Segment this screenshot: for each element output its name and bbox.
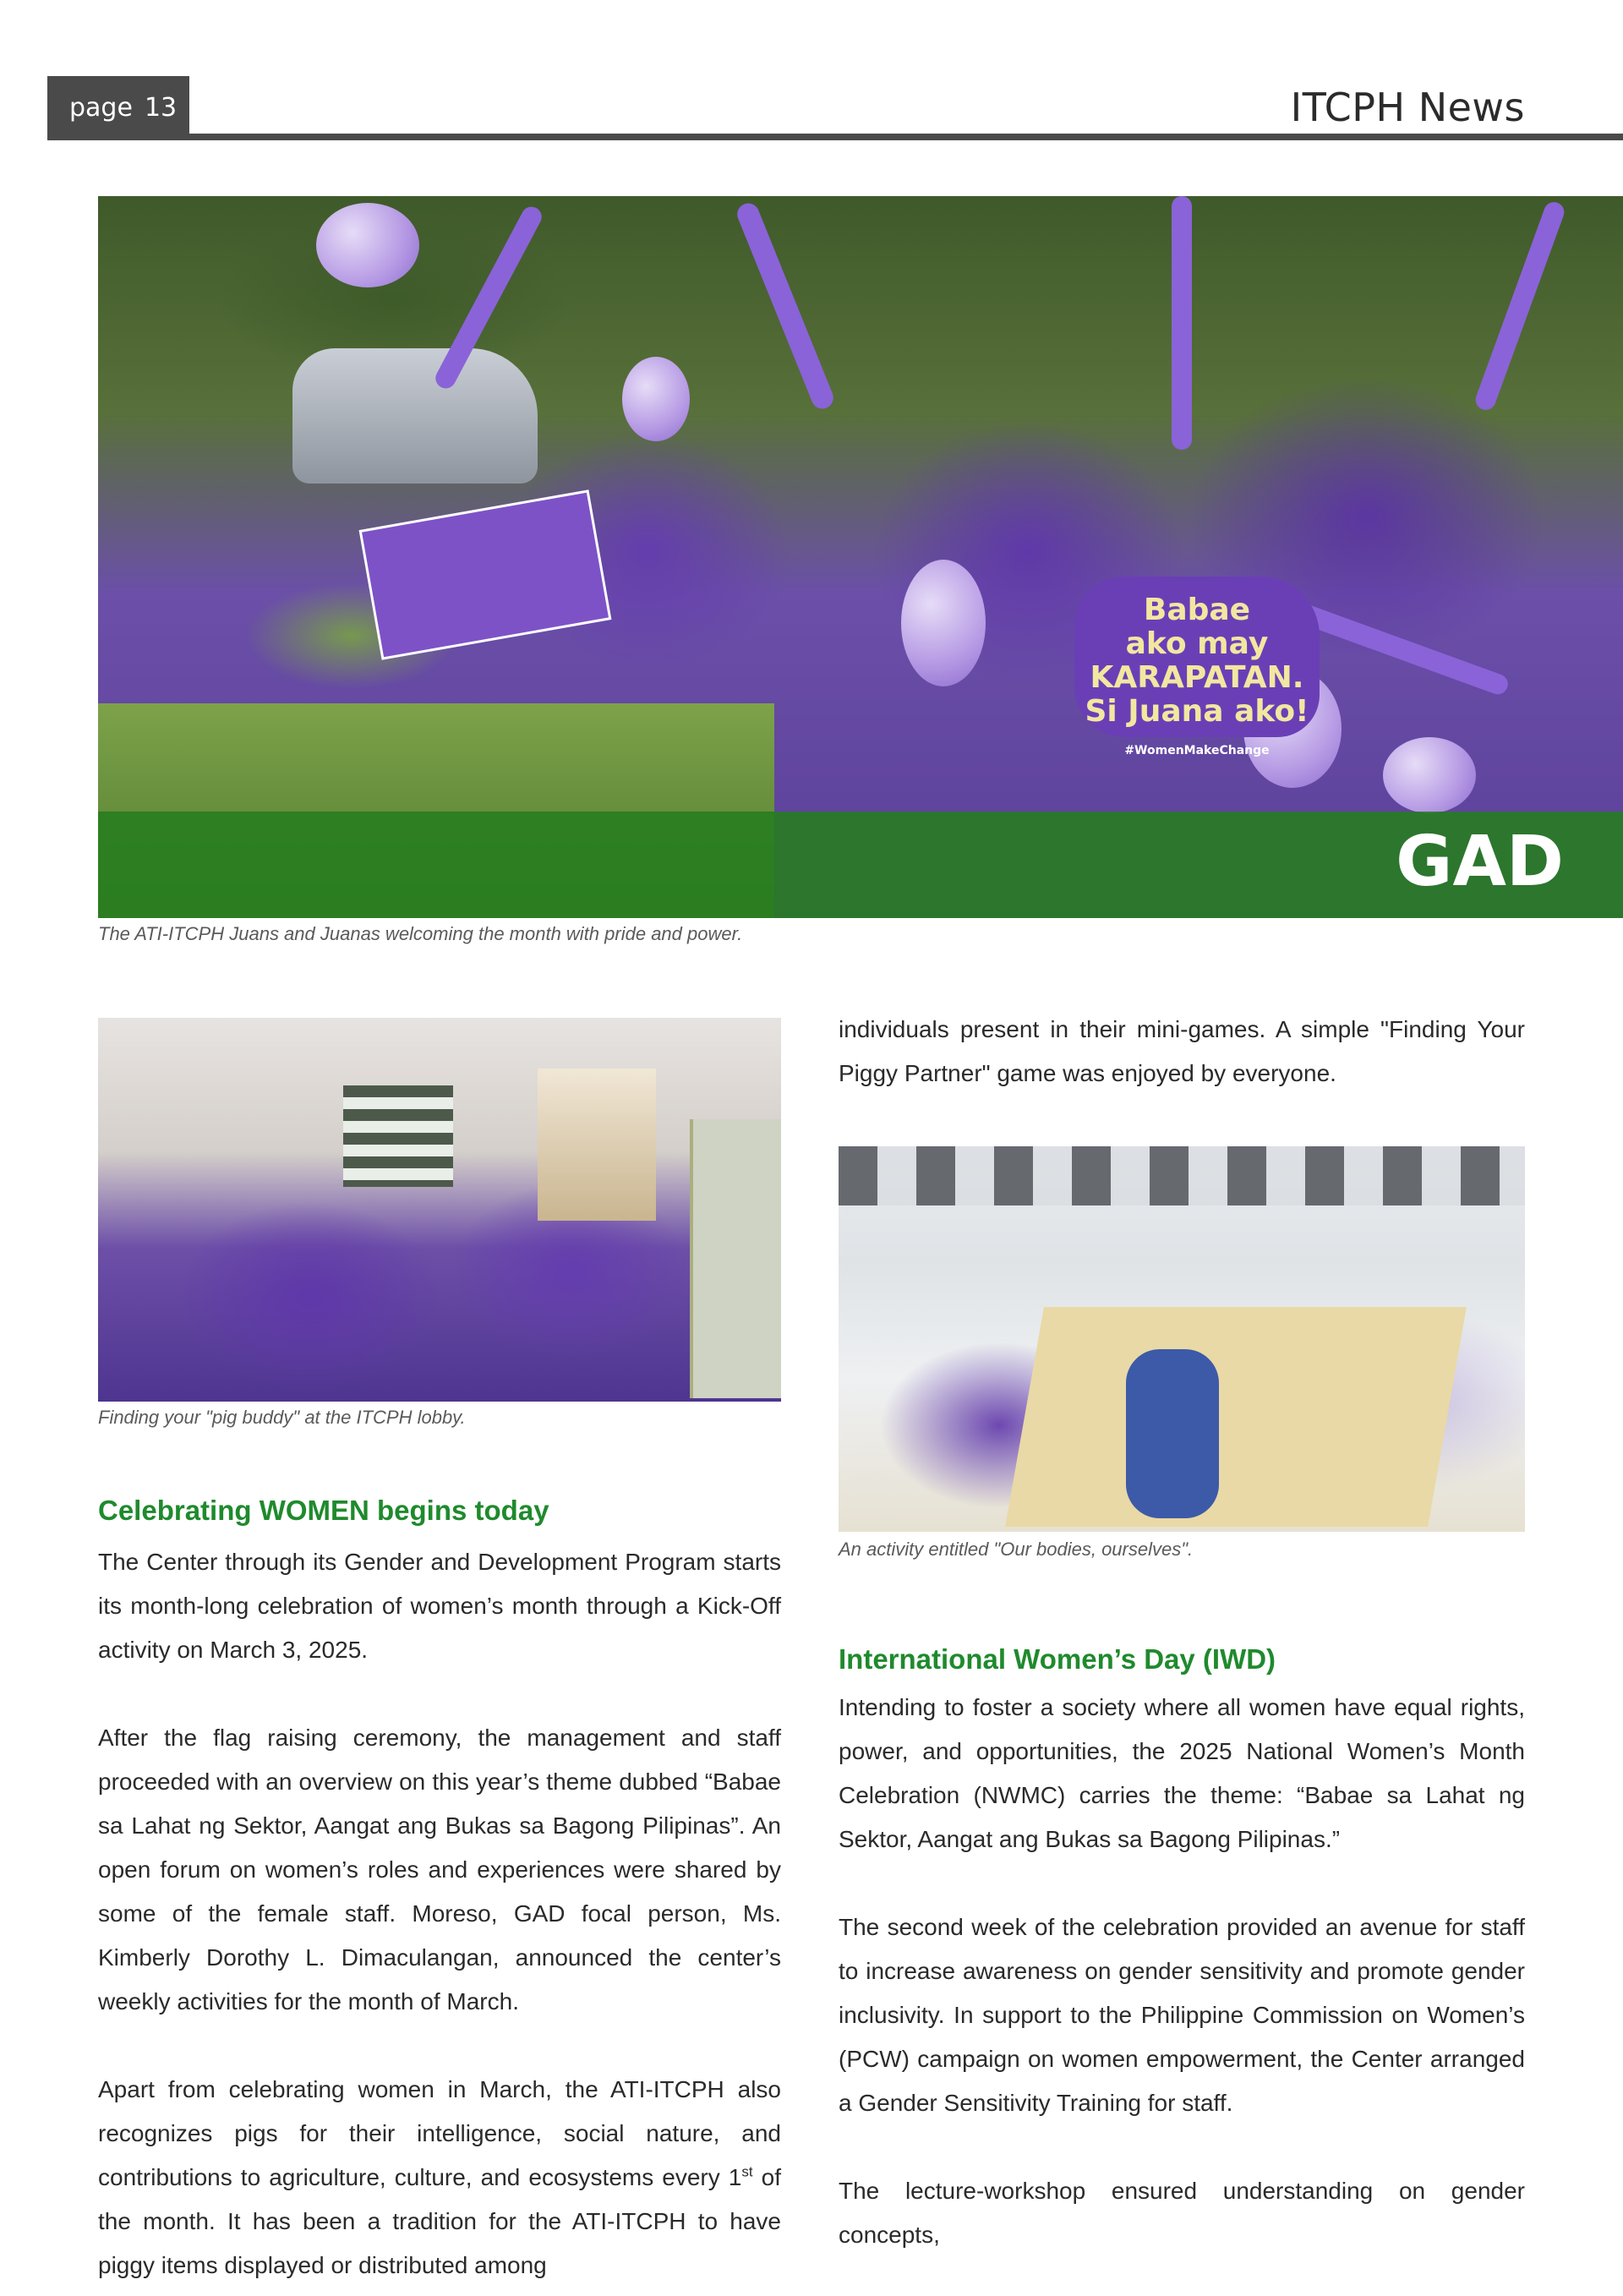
right-article-body xyxy=(839,1686,1525,2257)
sign-line: Si Juana ako! xyxy=(1085,694,1309,729)
lobby-photo xyxy=(98,1018,781,1402)
left-article-body xyxy=(98,1540,781,2288)
balloon xyxy=(622,357,690,441)
sign-line: Babae xyxy=(1143,593,1251,627)
section-band xyxy=(98,812,1623,918)
paragraph: The lecture-workshop ensured understanding on gender concepts, xyxy=(839,2178,1525,2248)
page-number: 13 xyxy=(144,93,178,123)
paragraph-text: Apart from celebrating women in March, the ATI-ITCPH also recognizes pigs for their intelligence, social nature, and contributions to agriculture, culture, and ecosystems every 1 xyxy=(98,2076,781,2190)
lobby-shelf xyxy=(343,1085,453,1187)
balloon-rod xyxy=(1172,196,1192,450)
hero-caption: The ATI-ITCPH Juans and Juanas welcoming the month with pride and power. xyxy=(98,923,743,944)
balloon xyxy=(316,203,419,287)
lobby-door xyxy=(538,1069,656,1221)
hero-sign xyxy=(1074,577,1320,757)
sign-line: ako may xyxy=(1125,626,1269,661)
activity-chairs xyxy=(839,1146,1525,1205)
right-article-heading: International Women’s Day (IWD) xyxy=(839,1643,1276,1675)
right-continuation-text xyxy=(839,1008,1525,1096)
activity-mat xyxy=(1005,1307,1467,1527)
lobby-caption: Finding your "pig buddy" at the ITCPH lobby. xyxy=(98,1407,466,1428)
activity-person xyxy=(1126,1349,1219,1518)
paragraph-text: of the month. It has been a tradition for the ATI-ITCPH to have piggy items displayed or distributed among xyxy=(98,2164,781,2278)
paragraph: The Center through its Gender and Development Program starts its month-long celebration of women’s month through a Kick-Off activity on March 3, 2025. xyxy=(98,1549,781,1663)
superscript: st xyxy=(741,2163,753,2180)
sign-hashtag: #WomenMakeChange xyxy=(1124,744,1270,757)
balloon-rod xyxy=(1473,200,1566,413)
hero-photo xyxy=(98,196,1623,918)
balloon-rod xyxy=(734,200,837,413)
balloon xyxy=(901,560,986,686)
header-rule xyxy=(47,134,1623,140)
activity-photo xyxy=(839,1146,1525,1532)
newsletter-title: ITCPH News xyxy=(1290,85,1525,130)
hero-car xyxy=(292,348,538,484)
page-number-tab xyxy=(47,76,189,140)
hero-placard xyxy=(359,489,612,660)
page-label: page xyxy=(69,93,133,123)
paragraph xyxy=(98,2068,781,2288)
section-label: GAD xyxy=(1396,822,1564,902)
paragraph: After the flag raising ceremony, the management and staff proceeded with an overview on this year’s theme dubbed “Babae sa Lahat ng Sektor, Aangat ang Bukas sa Bagong Pilipinas”. An open forum on women’s roles and experiences were shared by some of the female staff. Moreso, GAD focal person, Ms. Kimberly Dorothy L. Dimaculangan, announced the center’s weekly activities for the month of March. xyxy=(98,1725,781,2014)
paragraph: individuals present in their mini-games. A simple "Finding Your Piggy Partner" game was enjoyed by everyone. xyxy=(839,1016,1525,1086)
activity-caption: An activity entitled "Our bodies, ourselves". xyxy=(839,1539,1194,1560)
sign-line: KARAPATAN. xyxy=(1090,660,1304,695)
paragraph: The second week of the celebration provided an avenue for staff to increase awareness on gender sensitivity and promote gender inclusivity. In support to the Philippine Commission on Women’s (PCW) campaign on women empowerment, the Center arranged a Gender Sensitivity Training for staff. xyxy=(839,1914,1525,2116)
lobby-wall-board xyxy=(690,1119,781,1398)
balloon xyxy=(1383,737,1476,813)
left-article-heading: Celebrating WOMEN begins today xyxy=(98,1495,549,1526)
paragraph: Intending to foster a society where all women have equal rights, power, and opportunities, the 2025 National Women’s Month Celebration (NWMC) carries the theme: “Babae sa Lahat ng Sektor, Aangat ang Bukas sa Bagong Pilipinas.” xyxy=(839,1694,1525,1852)
